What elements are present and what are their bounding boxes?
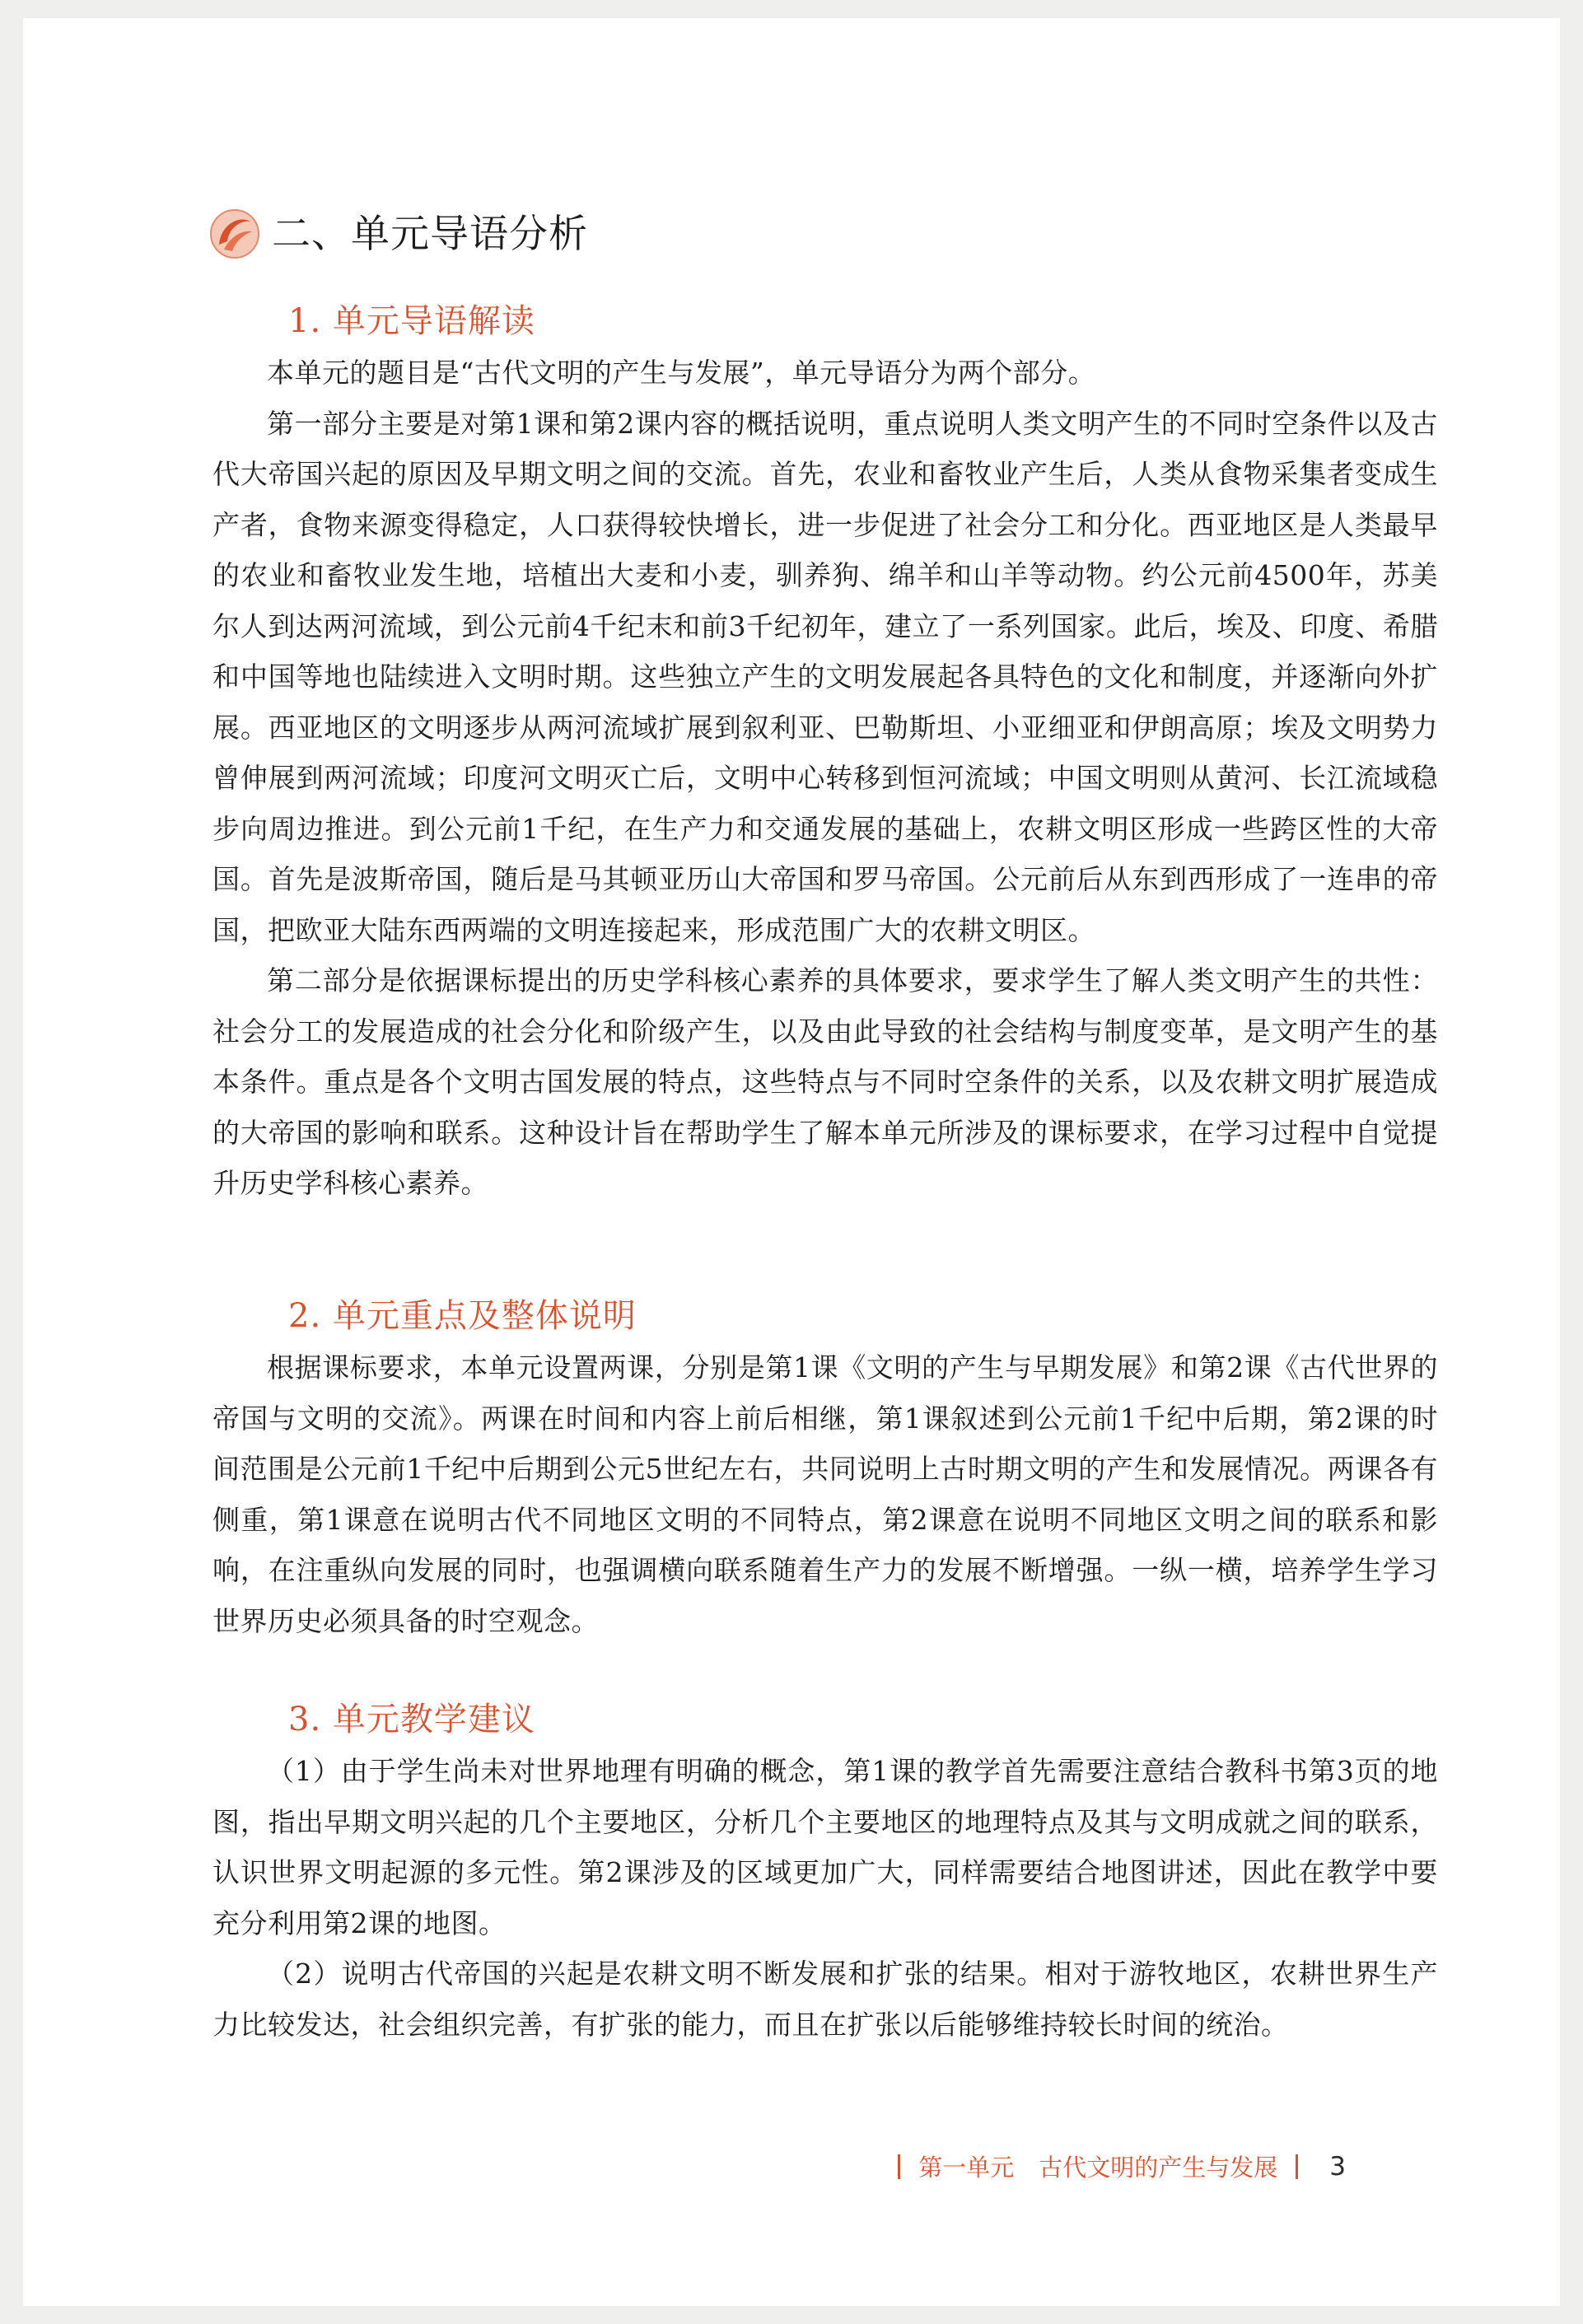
page-footer <box>880 2149 1346 2183</box>
block-teaching-suggestions <box>212 1703 1438 2050</box>
section-header <box>209 201 588 267</box>
subsection-heading: 1. 单元导语解读 <box>288 302 535 340</box>
paragraph: 第一部分主要是对第1课和第2课内容的概括说明，重点说明人类文明产生的不同时空条件以及古代大帝国兴起的原因及早期文明之间的交流。首先，农业和畜牧业产生后，人类从食物采集者变成生产者，食物来源变得稳定，人口获得较快增长，进一步促进了社会分工和分化。西亚地区是人类最早的农业和畜牧业发生地，培植出大麦和小麦，驯养狗、绵羊和山羊等动物。约公元前4500年，苏美尔人到达两河流域，到公元前4千纪末和前3千纪初年，建立了一系列国家。此后，埃及、印度、希腊和中国等地也陆续进入文明时期。这些独立产生的文明发展起各具特色的文化和制度，并逐渐向外扩展。西亚地区的文明逐步从两河流域扩展到叙利亚、巴勒斯坦、小亚细亚和伊朗高原；埃及文明势力曾伸展到两河流域；印度河文明灭亡后，文明中心转移到恒河流域；中国文明则从黄河、长江流域稳步向周边推进。到公元前1千纪，在生产力和交通发展的基础上，农耕文明区形成一些跨区性的大帝国。首先是波斯帝国，随后是马其顿亚历山大帝国和罗马帝国。公元前后从东到西形成了一连串的帝国，把欧亚大陆东西两端的文明连接起来，形成范围广大的农耕文明区。 <box>212 407 1438 946</box>
paragraph: （1）由于学生尚未对世界地理有明确的概念，第1课的教学首先需要注意结合教科书第3页的地图，指出早期文明兴起的几个主要地区，分析几个主要地区的地理特点及其与文明成就之间的联系，认识世界文明起源的多元性。第2课涉及的区域更加广大，同样需要结合地图讲述，因此在教学中要充分利用第2课的地图。 <box>212 1755 1438 1939</box>
page-number: 3 <box>1329 2151 1346 2182</box>
footer-unit-title: 古代文明的产生与发展 <box>1039 2154 1278 2182</box>
paragraph: （2）说明古代帝国的兴起是农耕文明不断发展和扩张的结果。相对于游牧地区，农耕世界生产力比较发达，社会组织完善，有扩张的能力，而且在扩张以后能够维持较长时间的统治。 <box>212 1958 1438 2041</box>
footer-divider <box>1296 2154 1298 2179</box>
subsection-heading: 3. 单元教学建议 <box>288 1701 535 1738</box>
section-title: 二、单元导语分析 <box>272 211 588 257</box>
paragraph: 第二部分是依据课标提出的历史学科核心素养的具体要求，要求学生了解人类文明产生的共性：社会分工的发展造成的社会分化和阶级产生，以及由此导致的社会结构与制度变革，是文明产生的基本条件。重点是各个文明古国发展的特点，这些特点与不同时空条件的关系，以及农耕文明扩展造成的大帝国的影响和联系。这种设计旨在帮助学生了解本单元所涉及的课标要求，在学习过程中自觉提升历史学科核心素养。 <box>212 964 1438 1199</box>
block-unit-focus <box>212 1297 1438 1646</box>
swirl-orange-icon <box>209 208 260 259</box>
paragraph: 本单元的题目是“古代文明的产生与发展”，单元导语分为两个部分。 <box>267 357 1096 389</box>
footer-divider <box>898 2154 900 2179</box>
page-sheet <box>23 18 1560 2306</box>
footer-unit: 第一单元 <box>918 2154 1015 2182</box>
block-unit-intro-reading <box>212 302 1438 1209</box>
paragraph: 根据课标要求，本单元设置两课，分别是第1课《文明的产生与早期发展》和第2课《古代世界的帝国与文明的交流》。两课在时间和内容上前后相继，第1课叙述到公元前1千纪中后期，第2课的时间范围是公元前1千纪中后期到公元5世纪左右，共同说明上古时期文明的产生和发展情况。两课各有侧重，第1课意在说明古代不同地区文明的不同特点，第2课意在说明不同地区文明之间的联系和影响，在注重纵向发展的同时，也强调横向联系随着生产力的发展不断增强。一纵一横，培养学生学习世界历史必须具备的时空观念。 <box>212 1351 1438 1637</box>
subsection-heading: 2. 单元重点及整体说明 <box>288 1297 637 1335</box>
